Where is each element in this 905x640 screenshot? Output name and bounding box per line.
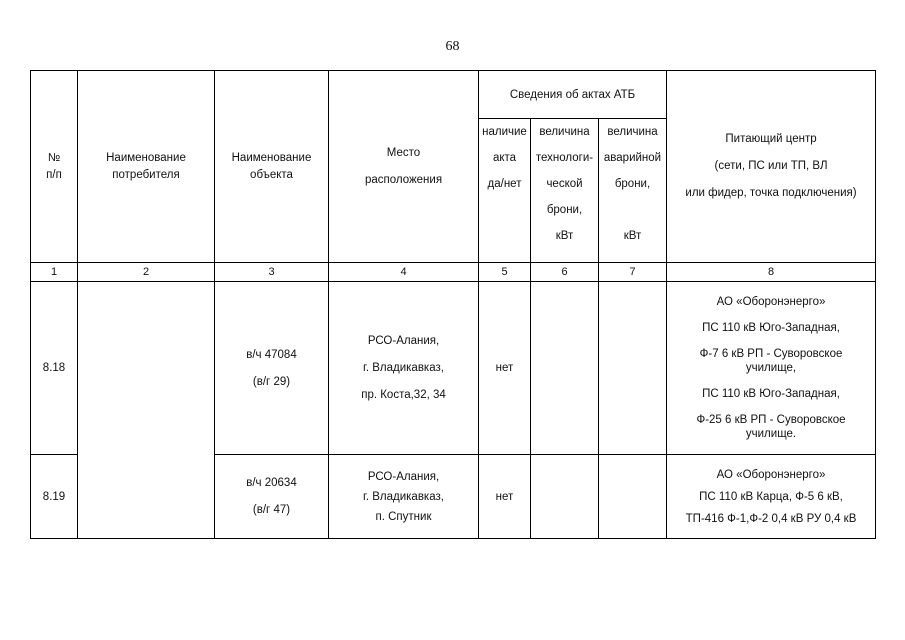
column-number: 5 bbox=[479, 263, 531, 282]
atb-tech-cell bbox=[531, 282, 599, 455]
header-atb-presence: наличие акта да/нет bbox=[479, 119, 531, 263]
column-number: 1 bbox=[31, 263, 78, 282]
column-number: 6 bbox=[531, 263, 599, 282]
table-row bbox=[31, 282, 876, 455]
header-row-top bbox=[31, 71, 876, 119]
atb-emerg-cell bbox=[599, 455, 667, 539]
column-number: 7 bbox=[599, 263, 667, 282]
power-center-cell: АО «Оборонэнерго» ПС 110 кВ Юго-Западная, Ф-7 6 кВ РП - Суворовское училище, ПС 110 кВ Юго-Западная, Ф-25 6 кВ РП - Суворовское училище. bbox=[667, 282, 876, 455]
column-numbers-row bbox=[31, 263, 876, 282]
location-cell: РСО-Алания, г. Владикавказ, п. Спутник bbox=[329, 455, 479, 539]
header-power-center: Питающий центр (сети, ПС или ТП, ВЛ или фидер, точка подключения) bbox=[667, 71, 876, 263]
consumers-table bbox=[30, 70, 876, 539]
header-no: № п/п bbox=[31, 71, 78, 263]
column-number: 4 bbox=[329, 263, 479, 282]
consumer-cell bbox=[78, 282, 215, 539]
column-number: 2 bbox=[78, 263, 215, 282]
power-center-cell: АО «Оборонэнерго» ПС 110 кВ Карца, Ф-5 6 кВ, ТП-416 Ф-1,Ф-2 0,4 кВ РУ 0,4 кВ bbox=[667, 455, 876, 539]
header-atb-emerg: величина аварийной брони, кВт bbox=[599, 119, 667, 263]
object-cell: в/ч 47084 (в/г 29) bbox=[215, 282, 329, 455]
row-number: 8.19 bbox=[31, 455, 78, 539]
atb-presence-cell: нет bbox=[479, 455, 531, 539]
header-location: Место расположения bbox=[329, 71, 479, 263]
header-atb-group: Сведения об актах АТБ bbox=[479, 71, 667, 119]
header-atb-tech: величина технологи- ческой брони, кВт bbox=[531, 119, 599, 263]
object-cell: в/ч 20634 (в/г 47) bbox=[215, 455, 329, 539]
column-number: 3 bbox=[215, 263, 329, 282]
header-object: Наименование объекта bbox=[215, 71, 329, 263]
column-number: 8 bbox=[667, 263, 876, 282]
header-consumer: Наименование потребителя bbox=[78, 71, 215, 263]
atb-presence-cell: нет bbox=[479, 282, 531, 455]
row-number: 8.18 bbox=[31, 282, 78, 455]
atb-emerg-cell bbox=[599, 282, 667, 455]
page-number: 68 bbox=[445, 39, 460, 54]
atb-tech-cell bbox=[531, 455, 599, 539]
location-cell: РСО-Алания, г. Владикавказ, пр. Коста,32, 34 bbox=[329, 282, 479, 455]
